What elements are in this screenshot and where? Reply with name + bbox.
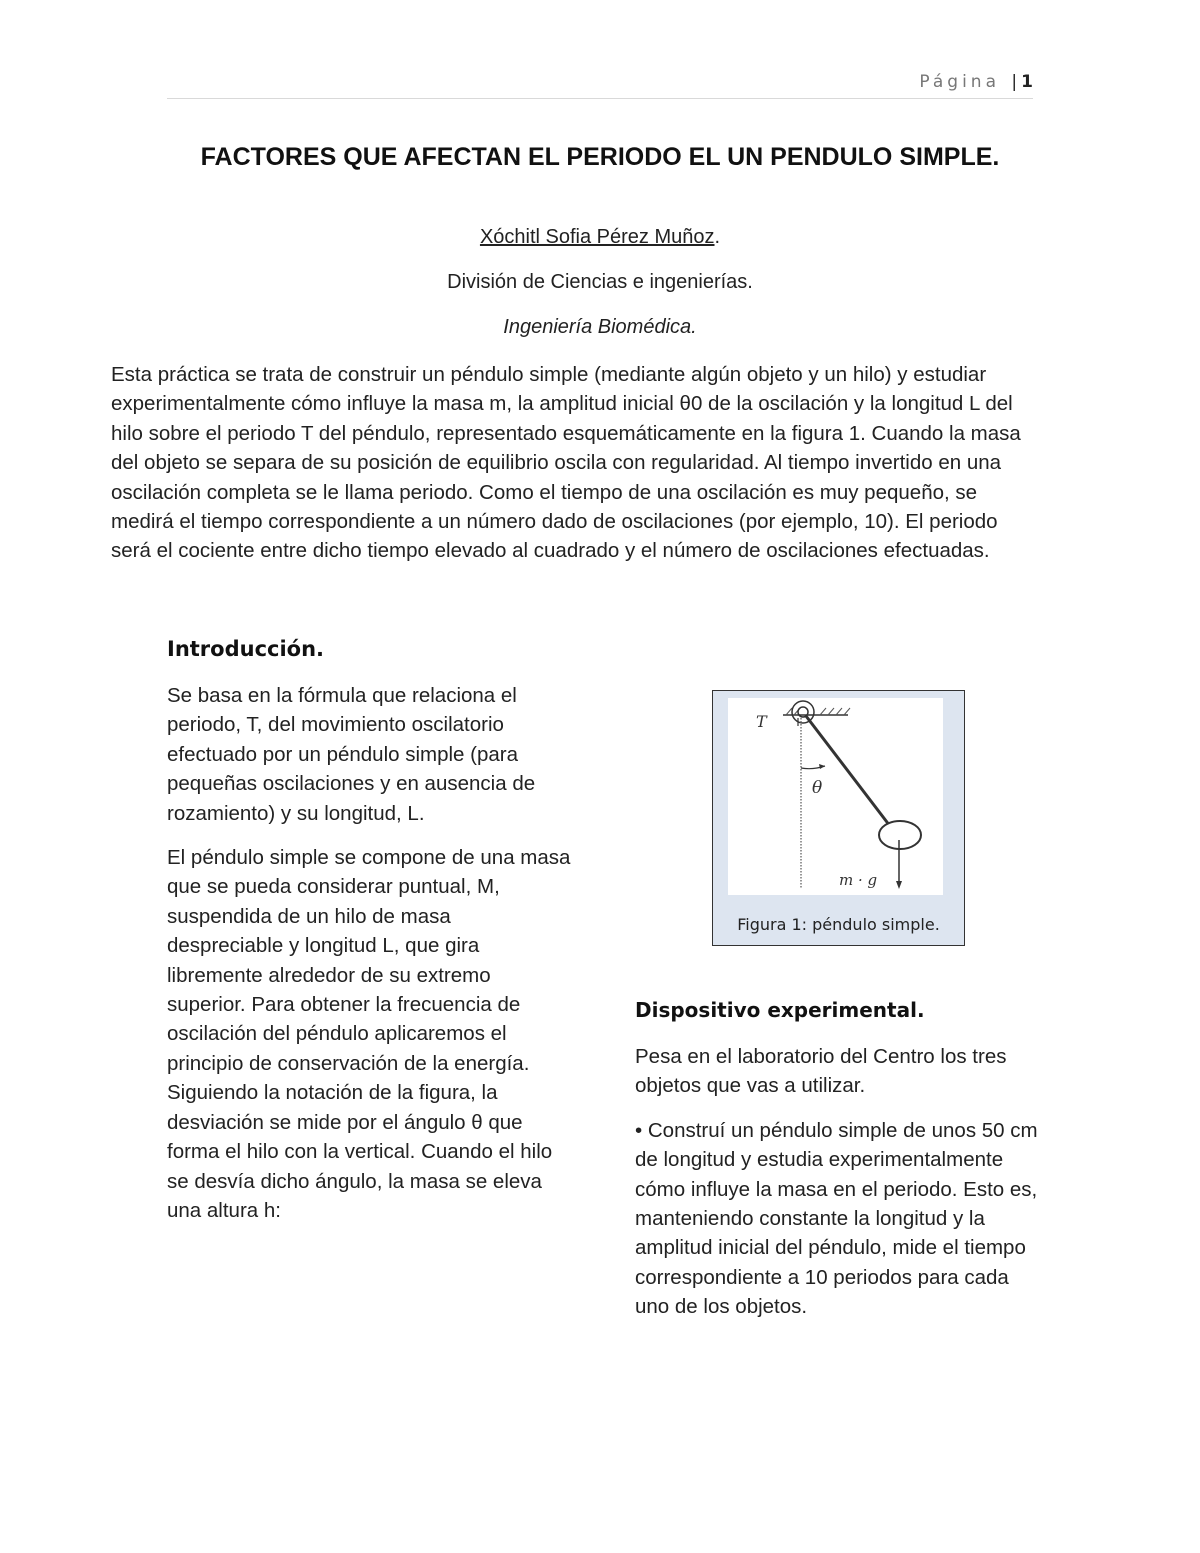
pendulum-string [806,716,893,830]
page-label: Página [919,72,1001,92]
figure-caption: Figura 1: péndulo simple. [737,915,940,934]
pendulum-svg [728,698,943,895]
division: División de Ciencias e ingenierías. [447,271,753,293]
introduction-paragraph-1: Se basa en la fórmula que relaciona el periodo, T, del movimiento oscilatorio efectuado por un péndulo simple (para pequeñas oscilaciones y en ausencia de rozamiento) y su longitud, L. [167,684,536,825]
page-number: 1 [1021,72,1033,92]
tension-label: T [756,712,767,731]
career: Ingeniería Biomédica. [503,316,697,338]
author-suffix: . [714,226,721,248]
introduction-body [167,681,572,1240]
page-header [167,72,1033,99]
pendulum-bob [879,821,921,849]
page-separator: | [1011,72,1018,92]
experimental-paragraph-1: Pesa en el laboratorio del Centro los tres objetos que vas a utilizar. [635,1045,1007,1098]
weight-label: m · g [839,871,878,889]
experimental-heading: Dispositivo experimental. [635,998,925,1022]
introduction-heading: Introducción. [167,637,325,661]
experimental-body [635,1042,1040,1337]
pendulum-diagram [728,698,943,895]
angle-arrowhead [819,764,825,769]
author-line [200,226,1000,249]
author-name: Xóchitl Sofia Pérez Muñoz [479,226,715,248]
introduction-paragraph-2: El péndulo simple se compone de una masa que se pueda considerar puntual, M, suspendida de un hilo de masa despreciable y longitud L, que gira libremente alrededor de su extremo superior. Para obtener la frecuencia de oscilación del péndulo aplicaremos el principio de conservación de la energía. Siguiendo la notación de la figura, la desviación se mide por el ángulo θ que forma el hilo con la vertical. Cuando el hilo se desvía dicho ángulo, la masa se eleva una altura h: [167,846,571,1222]
document-title: FACTORES QUE AFECTAN EL PERIODO EL UN PENDULO SIMPLE. [200,143,1000,171]
angle-label: θ [812,778,823,798]
ceiling-hatching [786,708,850,715]
figure-1 [712,690,965,946]
abstract-paragraph: Esta práctica se trata de construir un péndulo simple (mediante algún objeto y un hilo) y estudiar experimentalmente cómo influye la masa m, la amplitud inicial θ0 de la oscilación y la longitud L del hilo sobre el periodo T del péndulo, representado esquemáticamente en la figura 1. Cuando la masa del objeto se separa de su posición de equilibrio oscila con regularidad. Al tiempo invertido en una oscilación completa se le llama periodo. Como el tiempo de una oscilación es muy pequeño, se medirá el tiempo correspondiente a un número dado de oscilaciones (por ejemplo, 10). El periodo será el cociente entre dicho tiempo elevado al cuadrado y el número de oscilaciones efectuadas. [111,363,1021,563]
weight-arrowhead [896,881,902,889]
experimental-paragraph-2: • Construí un péndulo simple de unos 50 cm de longitud y estudia experimentalmente cómo influye la masa en el periodo. Esto es, manteniendo constante la longitud y la amplitud inicial del péndulo, mide el tiempo correspondiente a 10 periodos para cada uno de los objetos. [635,1118,1038,1319]
